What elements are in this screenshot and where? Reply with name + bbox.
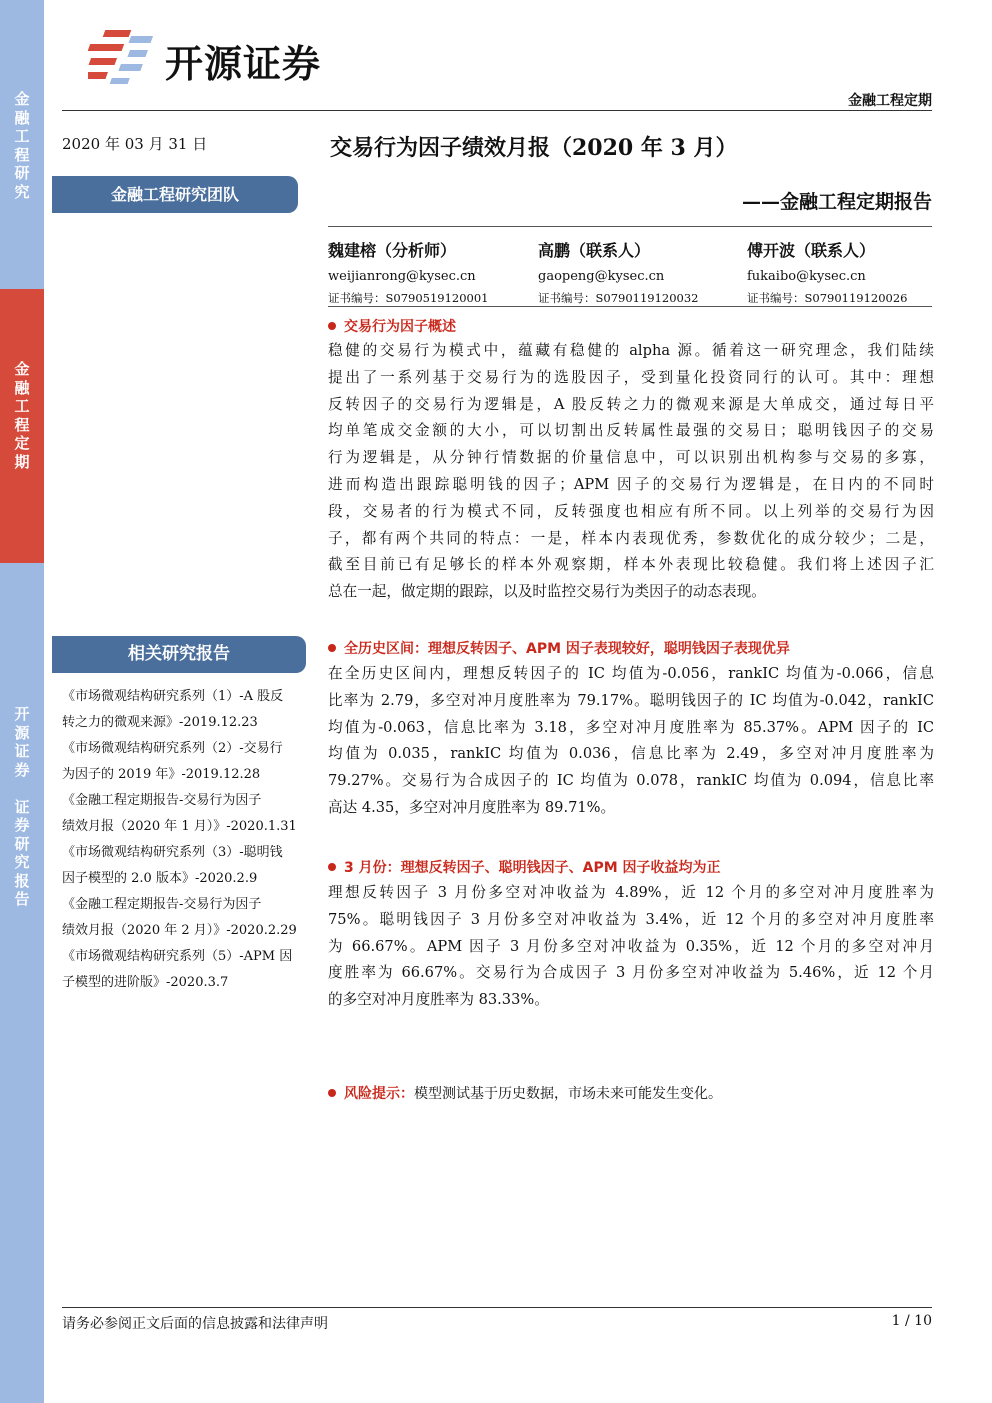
related-report-item[interactable]	[62, 944, 308, 996]
bullet-dot-icon	[328, 1089, 336, 1097]
footer-disclaimer: 请务必参阅正文后面的信息披露和法律声明	[62, 1316, 328, 1332]
side-label-char: 券	[14, 816, 30, 834]
section-heading-text: 交易行为因子概述	[344, 319, 456, 335]
authors-divider	[328, 306, 932, 307]
side-strip	[0, 0, 44, 1403]
team-badge: 金融工程研究团队	[52, 176, 298, 213]
body-line: 为 66.67%。APM 因子 3 月份多空对冲收益为 0.35%，近 12 个月的多空对冲月	[328, 937, 934, 955]
footer-divider	[62, 1307, 932, 1308]
body-line: 段，交易者的行为模式不同，反转强度也相应有所不同。以上列举的交易行为因	[328, 502, 934, 520]
author-block	[538, 238, 699, 306]
body-line: 均值为-0.063，信息比率为 3.18，多空对冲月度胜率为 85.37%。APM 因子的 IC	[328, 718, 934, 736]
header-divider	[62, 110, 932, 111]
body-line: 子，都有两个共同的特点：一是，样本内表现优秀，参数优化的成分较少；二是，	[328, 529, 934, 547]
page-title: 交易行为因子绩效月报（2020 年 3 月）	[330, 135, 738, 161]
related-report-line: 为因子的 2019 年》-2019.12.28	[62, 767, 261, 782]
author-block	[328, 238, 489, 306]
side-label-char: 证	[14, 797, 30, 816]
side-label-char: 金	[14, 90, 30, 108]
author-cert: 证书编号：S0790519120001	[328, 291, 489, 305]
body-line: 度胜率为 66.67%。交易行为合成因子 3 月份多空对冲收益为 5.46%，近 12 个月	[328, 964, 934, 982]
related-report-line: 绩效月报（2020 年 2 月）》-2020.2.29	[62, 923, 297, 938]
side-label-char: 究	[14, 182, 30, 201]
section-heading-history	[328, 638, 790, 658]
side-label-char: 研	[14, 164, 30, 182]
body-line: 79.27%。交易行为合成因子的 IC 均值为 0.078，rankIC 均值为 0.094，信息比率	[328, 772, 934, 790]
author-cert: 证书编号：S0790119120026	[747, 291, 908, 305]
related-reports-heading: 相关研究报告	[52, 636, 306, 673]
side-label-char: 程	[14, 415, 30, 434]
author-email[interactable]: gaopeng@kysec.cn	[538, 269, 665, 284]
related-report-line: 转之力的微观来源》-2019.12.23	[62, 715, 258, 730]
related-report-item[interactable]	[62, 892, 308, 944]
related-report-item[interactable]	[62, 736, 308, 788]
body-line: 理想反转因子 3 月份多空对冲收益为 4.89%，近 12 个月的多空对冲月度胜率为	[328, 884, 934, 901]
related-report-line: 子模型的进阶版》-2020.3.7	[62, 975, 229, 990]
body-line: 高达 4.35，多空对冲月度胜率为 89.71%。	[328, 798, 616, 816]
author-cert: 证书编号：S0790119120032	[538, 291, 699, 305]
bullet-dot-icon	[328, 644, 336, 652]
related-report-line: 《市场微观结构研究系列（5）-APM 因	[62, 949, 293, 964]
risk-text: 模型测试基于历史数据，市场未来可能发生变化。	[414, 1086, 722, 1102]
section-body-history	[328, 661, 934, 822]
body-line: 在全历史区间内，理想反转因子的 IC 均值为-0.056，rankIC 均值为-0.066，信息	[328, 665, 934, 682]
section-risk	[328, 1083, 722, 1103]
section-heading-text: 3 月份：理想反转因子、聪明钱因子、APM 因子收益均为正	[344, 860, 721, 876]
side-label-char: 定	[14, 434, 30, 452]
related-report-line: 因子模型的 2.0 版本》-2020.2.9	[62, 871, 258, 886]
side-label-char: 证	[14, 742, 30, 760]
body-line: 均值为 0.035，rankIC 均值为 0.036，信息比率为 2.49，多空对冲月度胜率为	[328, 745, 934, 763]
author-name: 傅开波（联系人）	[747, 241, 876, 260]
page-number: 1 / 10	[891, 1313, 932, 1329]
side-label-char: 金	[14, 360, 30, 378]
side-label-char: 融	[14, 378, 30, 397]
related-report-item[interactable]	[62, 788, 308, 840]
risk-heading: 风险提示：	[344, 1086, 414, 1102]
brand-name: 开源证券	[165, 42, 322, 86]
body-line: 反转因子的交易行为逻辑是，A 股反转之力的微观来源是大单成交，通过每日平	[328, 395, 934, 413]
bullet-dot-icon	[328, 863, 336, 871]
header-section-label: 金融工程定期	[848, 93, 932, 109]
section-heading-march	[328, 857, 721, 877]
related-report-line: 绩效月报（2020 年 1 月）》-2020.1.31	[62, 819, 297, 834]
section-body-march	[328, 880, 934, 1014]
side-label-char: 报	[14, 871, 30, 890]
side-label-char: 融	[14, 108, 30, 127]
side-label-char: 工	[14, 397, 30, 415]
related-report-line: 《市场微观结构研究系列（2）-交易行	[62, 741, 283, 756]
side-label-char: 告	[14, 890, 30, 908]
side-label-char	[0, 779, 44, 798]
side-label-top	[0, 90, 44, 201]
author-name: 魏建榕（分析师）	[328, 241, 457, 260]
related-report-line: 《金融工程定期报告-交易行为因子	[62, 897, 262, 912]
related-report-item[interactable]	[62, 840, 308, 892]
author-email[interactable]: weijianrong@kysec.cn	[328, 269, 476, 284]
side-label-char: 研	[14, 834, 30, 853]
related-report-line: 《市场微观结构研究系列（3）-聪明钱	[62, 845, 283, 860]
report-date: 2020 年 03 月 31 日	[62, 135, 208, 153]
side-label-char: 工	[14, 127, 30, 145]
author-name: 高鹏（联系人）	[538, 241, 651, 260]
body-line: 截至目前已有足够长的样本外观察期，样本外表现比较稳健。我们将上述因子汇	[328, 556, 934, 574]
author-block	[747, 238, 908, 306]
section-body-overview	[328, 338, 934, 606]
body-line: 比率为 2.79，多空对冲月度胜率为 79.17%。聪明钱因子的 IC 均值为-0.042，rankIC	[328, 691, 934, 709]
body-line: 75%。聪明钱因子 3 月份多空对冲收益为 3.4%，近 12 个月的多空对冲月度胜率	[328, 910, 934, 928]
body-line: 稳健的交易行为模式中，蕴藏有稳健的 alpha 源。循着这一研究理念，我们陆续	[328, 342, 934, 359]
related-report-item[interactable]	[62, 684, 308, 736]
related-report-line: 《市场微观结构研究系列（1）-A 股反	[62, 689, 284, 704]
related-report-line: 《金融工程定期报告-交易行为因子	[62, 793, 262, 808]
section-heading-text: 全历史区间：理想反转因子、APM 因子表现较好，聪明钱因子表现优异	[344, 641, 790, 657]
title-divider	[328, 226, 932, 227]
body-line: 提出了一系列基于交易行为的选股因子，受到量化投资同行的认可。其中：理想	[328, 368, 934, 386]
section-heading-overview	[328, 316, 456, 336]
side-label-bottom	[0, 705, 44, 909]
side-label-char: 开	[14, 705, 30, 723]
side-label-char: 期	[14, 452, 30, 471]
side-label-char: 究	[14, 853, 30, 871]
side-label-char: 券	[14, 760, 30, 779]
page-subtitle: ——金融工程定期报告	[741, 191, 932, 213]
side-label-mid	[0, 360, 44, 471]
body-line: 均单笔成交金额的大小，可以切割出反转属性最强的交易日；聪明钱因子的交易	[328, 422, 934, 440]
body-line: 行为逻辑是，从分钟行情数据的价量信息中，可以识别出机构参与交易的多寡，	[328, 449, 934, 467]
related-reports-list	[62, 684, 308, 996]
side-label-char: 源	[14, 723, 30, 742]
body-line: 总在一起，做定期的跟踪，以及时监控交易行为类因子的动态表现。	[328, 583, 766, 601]
body-line: 的多空对冲月度胜率为 83.33%。	[328, 991, 549, 1009]
side-label-char: 程	[14, 145, 30, 164]
body-line: 进而构造出跟踪聪明钱的因子；APM 因子的交易行为逻辑是，在日内的不同时	[328, 475, 934, 493]
author-email[interactable]: fukaibo@kysec.cn	[747, 269, 866, 284]
bullet-dot-icon	[328, 322, 336, 330]
